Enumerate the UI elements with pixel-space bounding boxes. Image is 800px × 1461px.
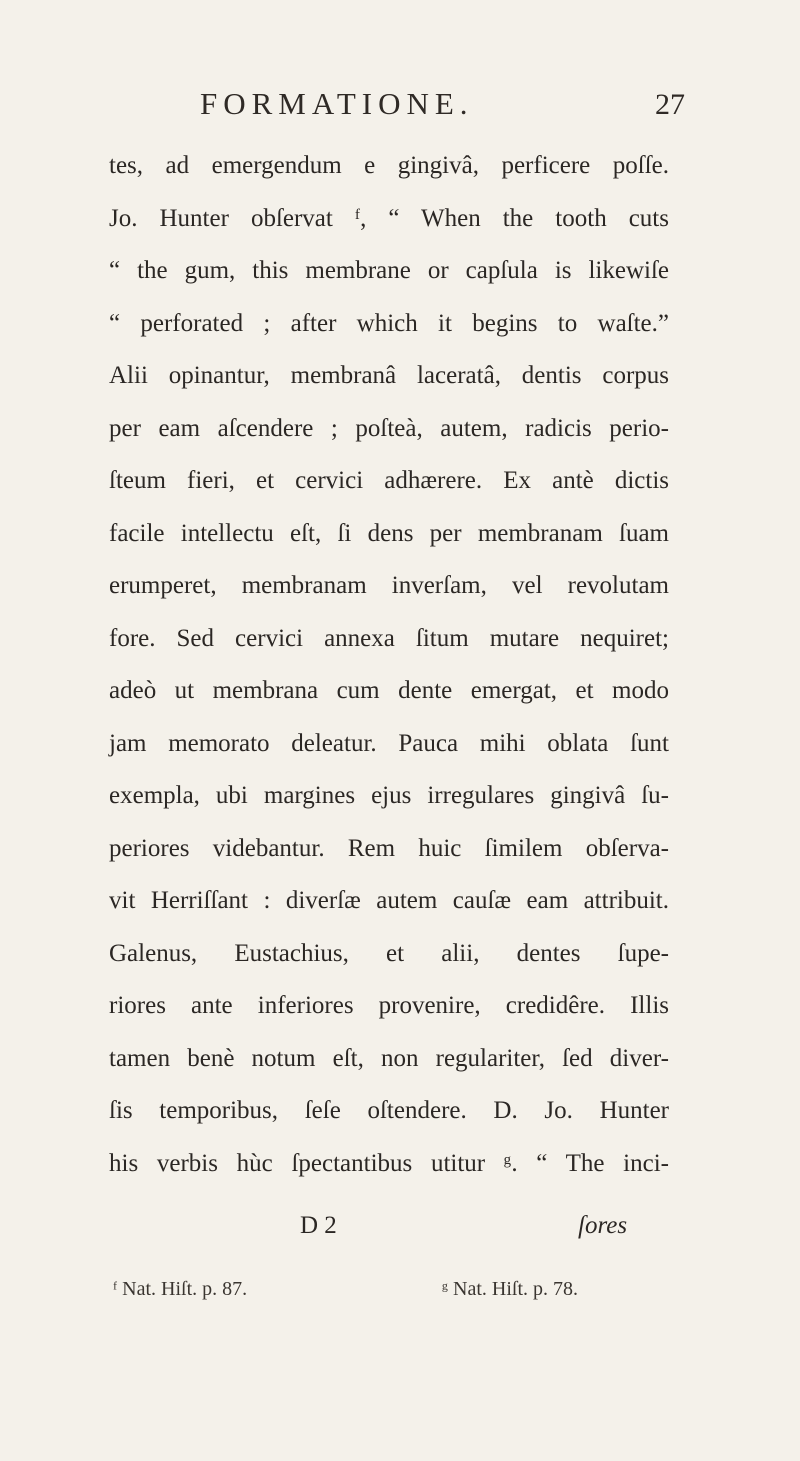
running-head: FORMATIONE.: [200, 86, 474, 121]
text-line: vit Herriſſant : diverſæ autem cauſæ eam attribuit.: [109, 887, 669, 914]
text-line: riores ante inferiores provenire, credidêre. Illis: [109, 992, 669, 1019]
page-header: [0, 86, 800, 126]
catchword: ſores: [578, 1212, 628, 1239]
text-line: erumperet, membranam inverſam, vel revolutam: [109, 572, 669, 599]
text-line: his verbis hùc ſpectantibus utitur ᵍ. “ The inci-: [109, 1149, 669, 1177]
footnote-g: ᵍ Nat. Hiſt. p. 78.: [442, 1278, 579, 1300]
footnote-f: ᶠ Nat. Hiſt. p. 87.: [113, 1278, 248, 1300]
text-line: fore. Sed cervici annexa ſitum mutare nequiret;: [109, 624, 669, 652]
page-number: 27: [655, 88, 685, 121]
text-line: adeò ut membrana cum dente emergat, et modo: [109, 677, 669, 704]
footnotes: [0, 1278, 800, 1318]
text-line: “ the gum, this membrane or capſula is likewiſe: [109, 257, 669, 284]
signature-mark: D 2: [300, 1212, 337, 1239]
text-line: Alii opinantur, membranâ laceratâ, dentis corpus: [109, 362, 669, 389]
text-line: facile intellectu eſt, ſi dens per membranam ſuam: [109, 519, 669, 547]
text-line: ſis temporibus, ſeſe oſtendere. D. Jo. Hunter: [109, 1097, 669, 1124]
text-line: tes, ad emergendum e gingivâ, perficere poſſe.: [109, 152, 669, 179]
text-line: “ perforated ; after which it begins to waſte.”: [109, 309, 669, 337]
text-line: ſteum fieri, et cervici adhærere. Ex antè dictis: [109, 467, 669, 494]
text-line: per eam aſcendere ; poſteà, autem, radicis perio-: [109, 414, 669, 442]
text-line: periores videbantur. Rem huic ſimilem obſerva-: [109, 834, 669, 862]
catchline: [0, 1212, 800, 1252]
text-line: jam memorato deleatur. Pauca mihi oblata ſunt: [109, 729, 669, 757]
text-line: exempla, ubi margines ejus irregulares gingivâ ſu-: [109, 782, 669, 809]
text-line: Galenus, Eustachius, et alii, dentes ſupe-: [109, 939, 669, 967]
text-line: tamen benè notum eſt, non regulariter, ſed diver-: [109, 1044, 669, 1072]
body-text: [109, 140, 669, 1190]
text-line: Jo. Hunter obſervat ᶠ, “ When the tooth cuts: [109, 204, 669, 232]
